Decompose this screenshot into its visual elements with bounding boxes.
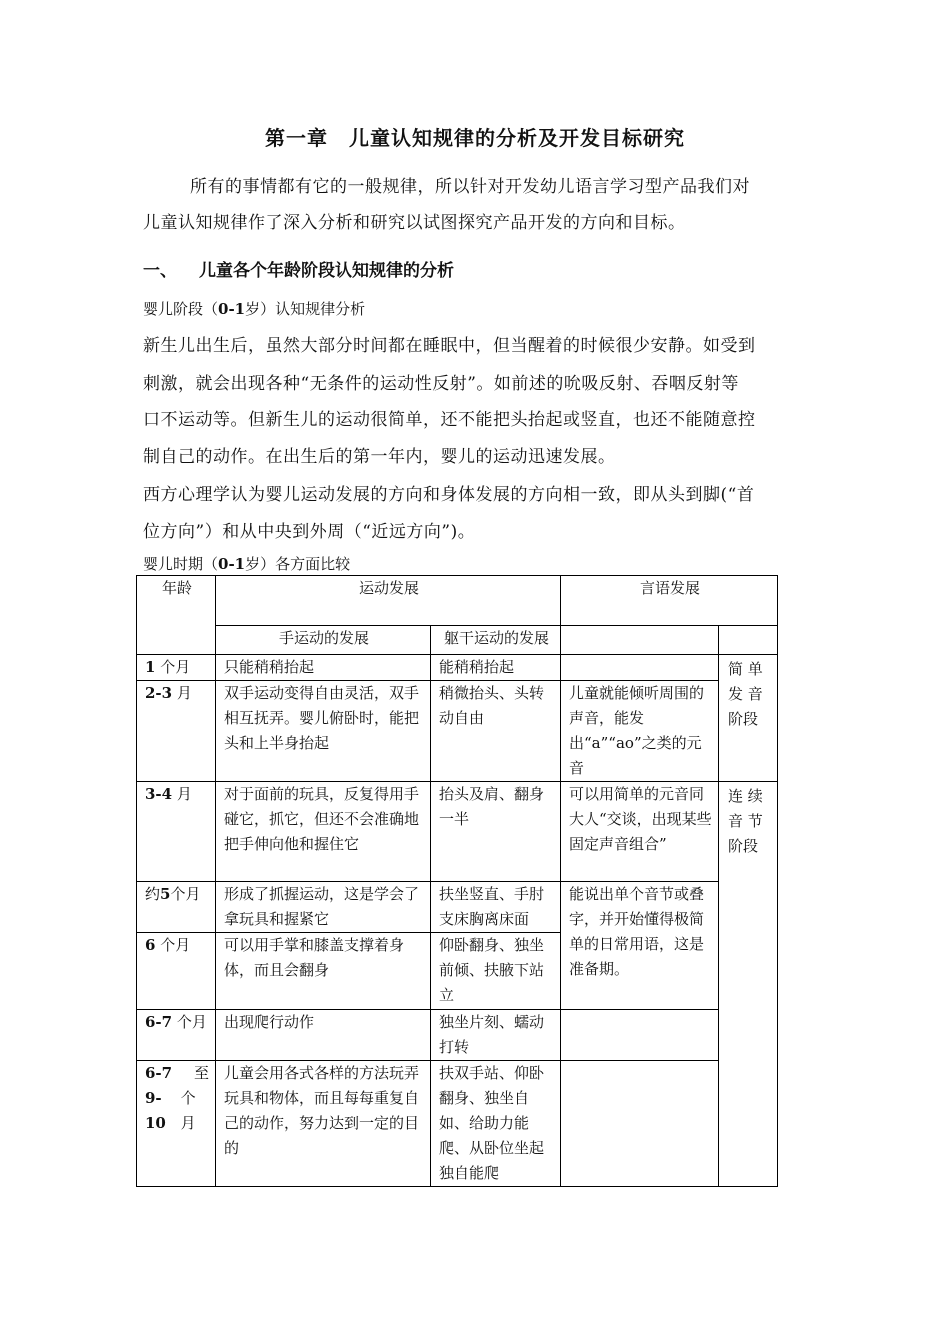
table-row bbox=[137, 1061, 778, 1187]
paragraph-line: 口不运动等。但新生儿的运动很简单，还不能把头抬起或竖直，也还不能随意控 bbox=[143, 410, 756, 430]
trunk-cell: 稍微抬头、头转动自由 bbox=[431, 681, 561, 782]
language-cell: 可以用简单的元音同大人“交谈，出现某些固定声音组合” bbox=[561, 782, 719, 882]
age-cell: 6-7 个月 bbox=[137, 1010, 216, 1061]
trunk-cell: 能稍稍抬起 bbox=[431, 655, 561, 681]
table-row bbox=[137, 782, 778, 882]
hand-cell: 儿童会用各式各样的方法玩弄玩具和物体，而且每每重复自己的动作，努力达到一定的目的 bbox=[216, 1061, 431, 1187]
header-age: 年龄 bbox=[137, 576, 216, 655]
header-motor: 运动发展 bbox=[216, 576, 561, 626]
comparison-table bbox=[136, 575, 778, 1187]
age-cell: 约5个月 bbox=[137, 882, 216, 933]
intro-line-2: 儿童认知规律作了深入分析和研究以试图探究产品开发的方向和目标。 bbox=[143, 213, 686, 233]
language-cell: 儿童就能倾听周围的声音，能发出“a”“ao”之类的元音 bbox=[561, 681, 719, 782]
stage-cell: 简 单 发 音 阶段 bbox=[719, 655, 778, 782]
trunk-cell: 独坐片刻、蠕动打转 bbox=[431, 1010, 561, 1061]
language-cell bbox=[561, 655, 719, 681]
age-cell: 3-4 月 bbox=[137, 782, 216, 882]
age-range-line: 9-10 个月 bbox=[145, 1089, 196, 1132]
stage-cell: 连 续 音 节 阶段 bbox=[719, 782, 778, 1187]
age-cell: 1 个月 bbox=[137, 655, 216, 681]
hand-cell: 双手运动变得自由灵活，双手相互抚弄。婴儿俯卧时，能把头和上半身抬起 bbox=[216, 681, 431, 782]
subsection-heading: 婴儿阶段（0-1岁）认知规律分析 bbox=[143, 300, 366, 318]
age-cell: 6 个月 bbox=[137, 933, 216, 1010]
hand-cell: 形成了抓握运动，这是学会了拿玩具和握紧它 bbox=[216, 882, 431, 933]
table-row bbox=[137, 655, 778, 681]
age-cell bbox=[137, 1061, 216, 1187]
hand-cell: 对于面前的玩具，反复得用手碰它，抓它，但还不会准确地把手伸向他和握住它 bbox=[216, 782, 431, 882]
table-row bbox=[137, 882, 778, 933]
language-cell bbox=[561, 1061, 719, 1187]
language-cell: 能说出单个音节或叠字，并开始懂得极简单的日常用语，这是准备期。 bbox=[561, 882, 719, 1010]
header-hand: 手运动的发展 bbox=[216, 626, 431, 655]
hand-cell: 可以用手掌和膝盖支撑着身体，而且会翻身 bbox=[216, 933, 431, 1010]
trunk-cell: 仰卧翻身、独坐前倾、扶腋下站立 bbox=[431, 933, 561, 1010]
hand-cell: 出现爬行动作 bbox=[216, 1010, 431, 1061]
section-number: 一、 bbox=[143, 261, 177, 281]
paragraph-line: 位方向”）和从中央到外周（“近远方向”)。 bbox=[143, 522, 476, 542]
intro-line-1: 所有的事情都有它的一般规律，所以针对开发幼儿语言学习型产品我们对 bbox=[190, 177, 750, 197]
header-language: 言语发展 bbox=[561, 576, 778, 626]
section-heading: 儿童各个年龄阶段认知规律的分析 bbox=[199, 261, 454, 281]
language-cell bbox=[561, 1010, 719, 1061]
table-row bbox=[137, 1010, 778, 1061]
page-title: 第一章 儿童认知规律的分析及开发目标研究 bbox=[265, 126, 685, 150]
paragraph-line: 制自己的动作。在出生后的第一年内，婴儿的运动迅速发展。 bbox=[143, 447, 616, 467]
table-cell bbox=[561, 626, 719, 655]
trunk-cell: 扶双手站、仰卧翻身、独坐自如、给助力能爬、从卧位坐起独自能爬 bbox=[431, 1061, 561, 1187]
paragraph-line: 西方心理学认为婴儿运动发展的方向和身体发展的方向相一致，即从头到脚(“首 bbox=[143, 485, 755, 505]
trunk-cell: 扶坐竖直、手肘支床胸离床面 bbox=[431, 882, 561, 933]
paragraph-line: 新生儿出生后，虽然大部分时间都在睡眠中，但当醒着的时候很少安静。如受到 bbox=[143, 336, 756, 356]
table-caption: 婴儿时期（0-1岁）各方面比较 bbox=[143, 555, 351, 573]
header-trunk: 躯干运动的发展 bbox=[431, 626, 561, 655]
paragraph-line: 刺激，就会出现各种“无条件的运动性反射”。如前述的吮吸反射、吞咽反射等 bbox=[143, 374, 739, 394]
table-cell bbox=[719, 626, 778, 655]
age-cell: 2-3 月 bbox=[137, 681, 216, 782]
age-range-line: 6-7 至 bbox=[145, 1064, 209, 1082]
trunk-cell: 抬头及肩、翻身一半 bbox=[431, 782, 561, 882]
table-row bbox=[137, 681, 778, 782]
hand-cell: 只能稍稍抬起 bbox=[216, 655, 431, 681]
